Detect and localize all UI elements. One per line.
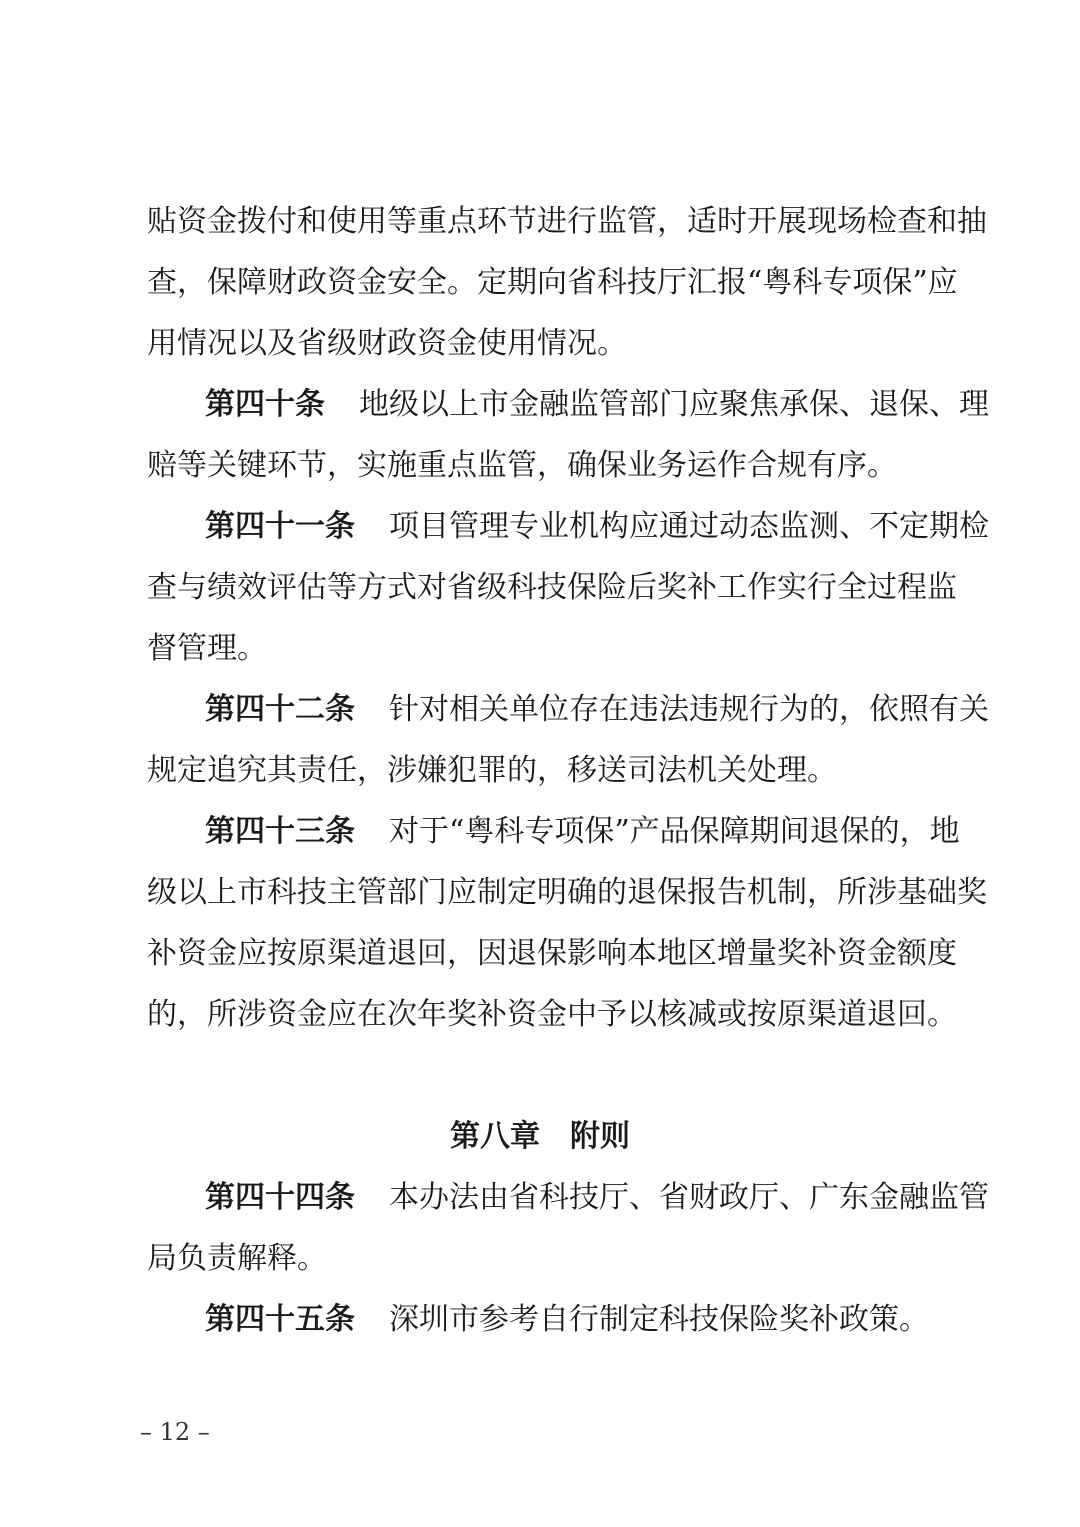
article-40-first-line bbox=[205, 385, 989, 425]
article-44-label: 第四十四条 bbox=[205, 1180, 355, 1215]
paragraph-line: 级以上市科技主管部门应制定明确的退保报告机制，所涉基础奖 bbox=[147, 875, 987, 910]
article-44-text: 本办法由省科技厅、省财政厅、广东金融监管 bbox=[389, 1180, 989, 1215]
paragraph-line: 查，保障财政资金安全。定期向省科技厅汇报“粤科专项保”应 bbox=[147, 265, 958, 300]
article-43-first-line bbox=[205, 812, 960, 852]
paragraph-line: 的，所涉资金应在次年奖补资金中予以核减或按原渠道退回。 bbox=[147, 997, 957, 1032]
paragraph-line: 赔等关键环节，实施重点监管，确保业务运作合规有序。 bbox=[147, 448, 897, 483]
article-45-text: 深圳市参考自行制定科技保险奖补政策。 bbox=[389, 1302, 929, 1337]
article-41-label: 第四十一条 bbox=[205, 509, 355, 544]
article-43-label: 第四十三条 bbox=[205, 814, 355, 849]
article-42-label: 第四十二条 bbox=[205, 692, 355, 727]
article-41-first-line bbox=[205, 507, 989, 547]
article-45-label: 第四十五条 bbox=[205, 1302, 355, 1337]
chapter-heading bbox=[0, 1117, 1080, 1157]
paragraph-line: 贴资金拨付和使用等重点环节进行监管，适时开展现场检查和抽 bbox=[147, 204, 987, 239]
chapter-title: 附则 bbox=[570, 1119, 630, 1154]
article-40-text: 地级以上市金融监管部门应聚焦承保、退保、理 bbox=[359, 387, 989, 422]
paragraph-line: 规定追究其责任，涉嫌犯罪的，移送司法机关处理。 bbox=[147, 753, 837, 788]
article-44-first-line bbox=[205, 1178, 989, 1218]
article-42-first-line bbox=[205, 690, 989, 730]
article-43-text: 对于“粤科专项保”产品保障期间退保的，地 bbox=[389, 814, 960, 849]
chapter-number: 第八章 bbox=[450, 1119, 540, 1154]
page-number: – 12 – bbox=[140, 1418, 210, 1446]
article-40-label: 第四十条 bbox=[205, 387, 325, 422]
article-42-text: 针对相关单位存在违法违规行为的，依照有关 bbox=[389, 692, 989, 727]
paragraph-line: 补资金应按原渠道退回，因退保影响本地区增量奖补资金额度 bbox=[147, 936, 957, 971]
article-45-first-line bbox=[205, 1300, 947, 1340]
paragraph-line: 局负责解释。 bbox=[147, 1241, 327, 1276]
paragraph-line: 查与绩效评估等方式对省级科技保险后奖补工作实行全过程监 bbox=[147, 570, 957, 605]
paragraph-line: 用情况以及省级财政资金使用情况。 bbox=[147, 326, 627, 361]
article-41-text: 项目管理专业机构应通过动态监测、不定期检 bbox=[389, 509, 989, 544]
paragraph-line: 督管理。 bbox=[147, 631, 267, 666]
